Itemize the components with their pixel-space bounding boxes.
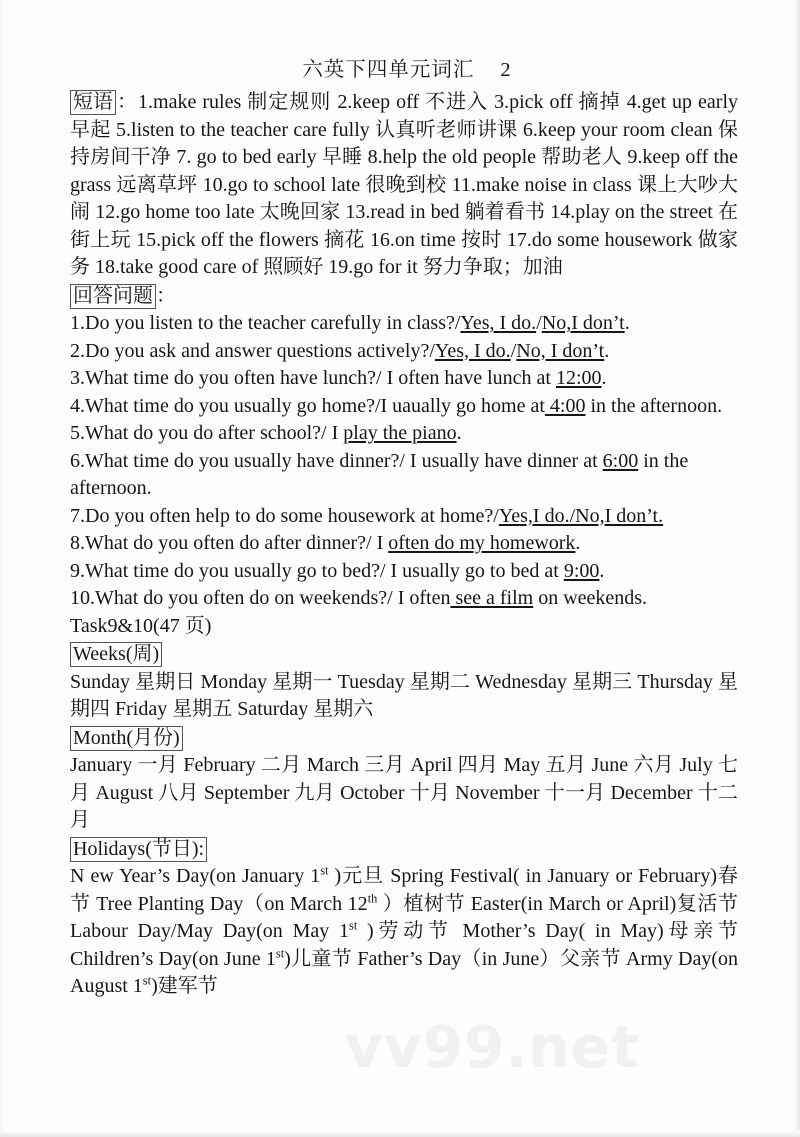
weeks-section-heading [70,641,738,669]
holidays-section-heading [70,836,738,864]
question-item [70,585,738,613]
question-tail: . [599,559,605,582]
question-number: 7. [70,504,85,527]
question-text: What time do you usually have dinner?/ I usually have dinner at [85,449,603,472]
question-item [70,338,738,366]
holidays-section-label: Holidays(节日): [70,837,207,862]
question-text: What do you often do after dinner?/ I [85,532,389,554]
questions-section-label: 回答问题 [70,284,156,309]
months-section-heading [70,725,738,753]
months-body: January 一月 February 二月 March 三月 April 四月 May 五月 June 六月 July 七月 August 八月 September 九月 October 十月 November 十一月 December 十二月 [70,754,738,831]
question-item [70,393,738,421]
question-tail: on weekends. [533,587,648,609]
question-number: 8. [70,532,85,554]
question-text: What time do you often have lunch?/ I often have lunch at [85,367,556,389]
page-title [70,52,738,82]
question-answer: 4:00 [544,394,586,417]
question-answer-alt: No,I don’t [541,312,625,334]
question-text: Do you listen to the teacher carefully in class?/ [85,312,461,334]
question-text: What time do you usually go home?/I uaually go home at [85,394,545,417]
question-tail: . [604,339,610,362]
question-number: 3. [70,367,85,389]
holiday-new-years-day: N ew Year’s Day(on January 1 [70,865,321,887]
weeks-section-label: Weeks(周) [70,642,162,667]
question-answer: often do my homework [388,532,576,554]
question-answer-alt: No, I don’t [516,339,605,362]
questions-section-heading [70,283,738,311]
question-text: Do you ask and answer questions actively?/ [85,339,435,362]
ordinal-suffix: st [320,863,329,878]
question-tail: . [575,532,581,554]
question-tail: in the afternoon. [585,394,723,417]
question-answer: Yes,I do./No,I don’t. [498,504,664,527]
question-tail: . [456,422,462,444]
holiday-mothers-childrens: )劳动节 Mother’s Day( in May)母亲节 Children’s Day(on June 1 [70,920,738,970]
holiday-army-day-tail: )建军节 [151,975,218,997]
question-item [70,503,738,531]
question-separator: / [510,339,517,362]
page-number: 2 [500,59,512,81]
question-tail: . [601,367,607,389]
question-text: What do you often do on weekends?/ I often [95,587,451,609]
weeks-body: Sunday 星期日 Monday 星期一 Tuesday 星期二 Wednesday 星期三 Thursday 星期四 Friday 星期五 Saturday 星期六 [70,670,738,720]
page-edge-bottom [0,1131,800,1137]
question-text: Do you often help to do some housework at home?/ [85,504,499,527]
question-item [70,448,738,503]
question-number: 1. [70,312,85,334]
ordinal-suffix: st [275,945,285,960]
question-answer: Yes, I do. [434,339,511,362]
question-number: 2. [70,339,85,362]
question-answer: Yes, I do. [460,312,537,334]
phrases-body: 1.make rules 制定规则 2.keep off 不进入 3.pick off 摘掉 4.get up early 早起 5.listen to the teacher care fully 认真听老师讲课 6.keep your room clean 保持房间干净 7. go to bed early 早睡 8.help the old people 帮助老人 9.keep off the grass 远离草坪 10.go to school late 很晚到校 11.make noise in class 课上大吵大闹 12.go home too late 太晚回家 13.read in bed 躺着看书 14.play on the street 在街上玩 15.pick off the flowers 摘花 16.on time 按时 17.do some housework 做家务 18.take good care of 照顾好 19.go for it 努力争取；加油 [70,91,738,278]
months-section-label: Month(月份) [70,726,183,751]
question-text: What time do you usually go to bed?/ I usually go to bed at [85,559,564,582]
question-number: 10. [70,587,95,609]
questions-list [70,310,738,613]
question-tail: . [624,312,630,334]
question-number: 9. [70,559,85,582]
question-answer: play the piano [343,422,457,444]
question-number: 5. [70,422,85,444]
holiday-fathers-army: )儿童节 Father’s Day（in June）父亲节 Army Day(on August 1 [70,947,738,997]
question-answer: see a film [450,587,534,609]
question-answer: 6:00 [602,449,639,472]
questions-label-suffix: ： [156,284,176,307]
question-text: What do you do after school?/ I [85,422,344,444]
holidays-body [70,863,738,1001]
phrases-paragraph [70,89,738,282]
phrases-section-label: 短语 [70,90,116,115]
question-item [70,420,738,448]
ordinal-suffix: st [142,973,152,988]
page-title-text: 六英下四单元词汇 [302,59,475,81]
question-item [70,558,738,586]
holiday-easter-labour: ）植树节 Easter(in March or April)复活节 Labour Day/May Day(on May 1 [70,892,738,942]
task-reference: Task9&10(47 页) [70,614,212,637]
question-tail: in the afternoon. [70,449,689,499]
question-item [70,365,738,393]
ordinal-suffix: th [367,890,378,905]
phrases-label-suffix: ： [116,91,139,113]
watermark: vv99.net [345,1013,640,1081]
question-answer: 9:00 [563,559,600,582]
question-separator: / [536,312,542,334]
question-answer: 12:00 [555,367,602,389]
question-item [70,310,738,338]
question-number: 6. [70,449,85,472]
holiday-spring-festival: )元旦 Spring Festival( in January or February)春节 Tree Planting Day（on March 12 [70,865,739,915]
ordinal-suffix: st [349,918,358,933]
question-item [70,530,738,558]
question-number: 4. [70,394,85,417]
